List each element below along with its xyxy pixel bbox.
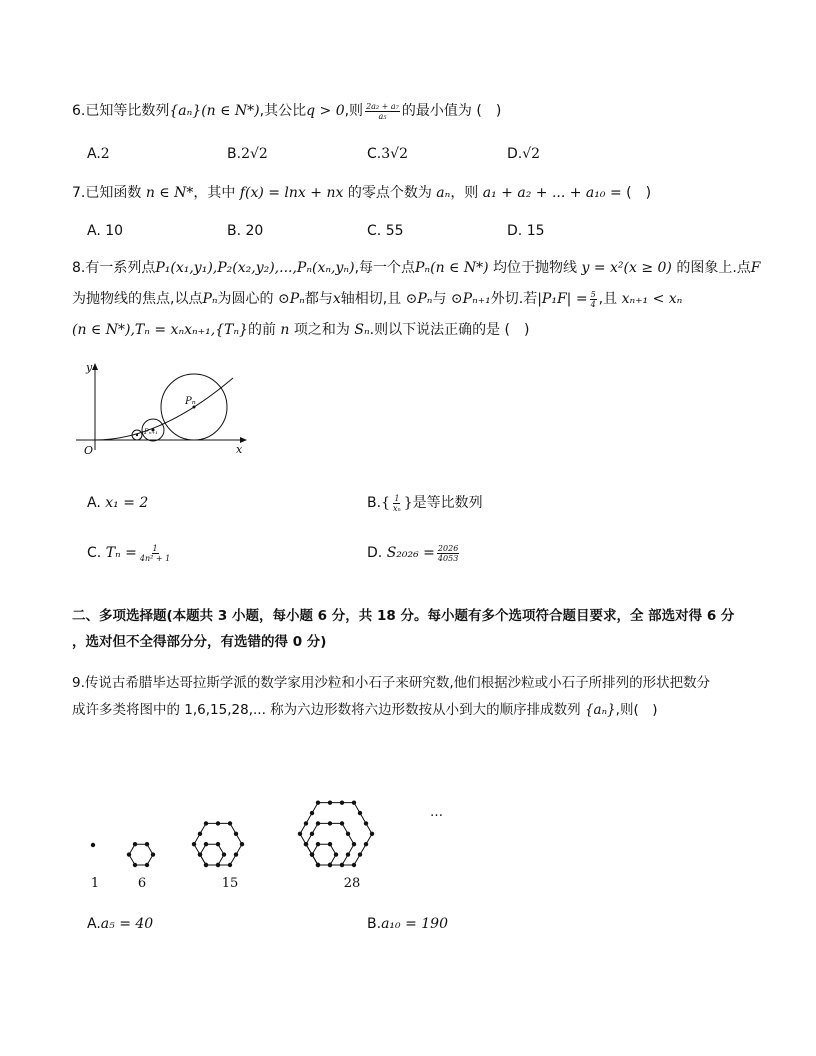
q6-text-d: 的最小值为 ( ): [401, 103, 502, 119]
q8-option-a-label: A.: [87, 495, 101, 511]
q8-stem-line2: [72, 289, 682, 309]
q6-option-c-label: C.: [367, 146, 382, 162]
q7-text-a: 7.已知函数: [72, 185, 142, 201]
q8-option-d-head: S₂₀₂₆ =: [386, 545, 435, 561]
q9-dot: [316, 821, 320, 825]
q9-dot: [222, 852, 226, 856]
q8-l2-pn: Pₙ: [202, 291, 218, 307]
q9-label-15: 15: [221, 876, 239, 891]
q6-option-a-value: 2: [100, 146, 110, 162]
q8-l2-a: 为抛物线的焦点,以点: [72, 291, 203, 307]
q8-option-a-value: x₁ = 2: [105, 495, 149, 511]
q6-option-a-label: A.: [87, 146, 101, 162]
q7-text-c: 的零点个数为: [347, 185, 432, 201]
q9-ellipsis: …: [430, 805, 443, 820]
q8-option-d-num: 2026: [437, 543, 459, 553]
q9-dot: [370, 832, 374, 836]
q8-l2-f: 外切.若: [490, 291, 538, 307]
q9-label-1: 1: [90, 876, 100, 891]
q7-function: f(x) = lnx + nx: [239, 185, 344, 201]
q9-dot: [133, 863, 137, 867]
q9-l2-seq: {aₙ}: [584, 702, 616, 718]
q9-dot: [304, 821, 308, 825]
q9-dot: [358, 852, 362, 856]
q8-option-c-fraction: [139, 544, 171, 563]
q6-option-b-label: B.: [227, 146, 242, 162]
q8-l2-e: 与: [432, 291, 447, 307]
q7-option-a[interactable]: [87, 221, 123, 241]
q9-dot: [216, 821, 220, 825]
q8-option-b-brace-open: {: [381, 495, 390, 511]
q6-option-d[interactable]: [507, 144, 540, 164]
q9-option-b-label: B.: [367, 916, 382, 932]
q8-l2-g: ,且: [598, 291, 618, 307]
q8-l2-circle3: ⊙Pₙ₊₁: [450, 291, 491, 307]
q8-l1-curve: y = x²(x ≥ 0): [581, 260, 672, 276]
q8-l3-sn: Sₙ: [354, 322, 370, 338]
q6-fraction: [365, 102, 400, 121]
q8-point-small: [136, 434, 138, 436]
q8-l2-x: x: [332, 291, 341, 307]
q9-dot: [340, 863, 344, 867]
q8-option-a[interactable]: [87, 493, 148, 513]
q9-dot: [192, 842, 196, 846]
q9-dot: [234, 852, 238, 856]
q9-dot: [316, 800, 320, 804]
q8-option-c[interactable]: [87, 543, 173, 563]
q8-label-y: y: [86, 361, 93, 374]
q9-dot: [364, 821, 368, 825]
q9-option-b[interactable]: [367, 914, 448, 934]
q9-dot: [228, 863, 232, 867]
q9-dot: [352, 842, 356, 846]
q7-option-b-value: 20: [245, 223, 264, 239]
q8-label-pn: Pₙ: [185, 396, 196, 407]
q9-dot: [198, 832, 202, 836]
q6-option-c-value: 3√2: [381, 146, 408, 162]
q8-l2-circle1: ⊙Pₙ: [278, 291, 305, 307]
q8-option-d[interactable]: [367, 543, 461, 563]
q8-l3-c: .则以下说法正确的是 ( ): [369, 322, 530, 338]
q9-dot: [204, 842, 208, 846]
q6-option-b[interactable]: [227, 144, 268, 164]
q8-l1-d: 的图象上.点: [676, 260, 751, 276]
q9-option-a-value: a₅ = 40: [100, 916, 154, 932]
q9-dot: [316, 863, 320, 867]
q9-dot: [328, 842, 332, 846]
q6-frac-num: 2a₂ + a₇: [366, 101, 399, 111]
q8-l2-fraction: [590, 290, 597, 309]
q9-dot: [310, 852, 314, 856]
q9-dot: [346, 832, 350, 836]
q9-dot: [127, 852, 131, 856]
q8-l1-b: ,每一个点: [354, 260, 416, 276]
q8-l2-frac-den: 4: [590, 299, 596, 309]
q9-dot: [298, 832, 302, 836]
q6-text-c: ,则: [344, 103, 364, 119]
q9-label-28: 28: [343, 876, 361, 891]
q9-dot: [328, 800, 332, 804]
q6-option-d-value: √2: [522, 146, 541, 162]
q7-condition: n ∈ N*: [145, 185, 194, 201]
q9-dot: [216, 842, 220, 846]
q6-text-a: 6.已知等比数列: [72, 103, 170, 119]
q6-option-b-value: 2√2: [241, 146, 268, 162]
q8-option-b-den: xₙ: [392, 503, 401, 513]
q6-stem: [72, 101, 501, 121]
q9-option-a-label: A.: [87, 916, 101, 932]
q6-option-c[interactable]: [367, 144, 408, 164]
q8-parabola-figure: [70, 360, 270, 460]
q8-l2-inequality: xₙ₊₁ < xₙ: [621, 291, 683, 307]
q9-dot: [204, 863, 208, 867]
q9-l2-a: 成许多类将图中的 1,6,15,28,... 称为六边形数将六边形数按从小到大的顺序排成数列: [72, 702, 581, 718]
q9-l2-b: ,则( ): [615, 702, 658, 718]
q8-l1-points: P₁(x₁,y₁),P₂(x₂,y₂),...,Pₙ(xₙ,yₙ): [155, 260, 355, 276]
q9-dot: [328, 821, 332, 825]
q9-dot: [328, 863, 332, 867]
q7-option-a-label: A.: [87, 223, 101, 239]
q8-option-b[interactable]: [367, 493, 483, 513]
q8-l2-d: 轴相切,且: [340, 291, 402, 307]
q7-an: aₙ: [436, 185, 451, 201]
q8-option-b-fraction: [392, 494, 402, 513]
q9-stem-line2: [72, 700, 657, 720]
q9-option-b-value: a₁₀ = 190: [381, 916, 448, 932]
q8-option-b-brace-close: }: [403, 495, 413, 511]
q9-stem-line1: 9.传说古希腊毕达哥拉斯学派的数学家用沙粒和小石子来研究数,他们根据沙粒或小石子所排列的形状把数分: [72, 675, 711, 691]
q6-text-b: ,其公比: [259, 103, 307, 119]
q9-hexagon-outline: [129, 844, 153, 865]
q9-hexagon-outline: [312, 844, 336, 865]
q8-l2-circle2: ⊙Pₙ: [405, 291, 433, 307]
q9-dot: [352, 800, 356, 804]
q9-dot: [151, 852, 155, 856]
q8-l1-pn: Pₙ(n ∈ N*): [415, 260, 489, 276]
q8-l3-b: 项之和为: [293, 322, 350, 338]
q9-dot: [358, 811, 362, 815]
q9-dot: [352, 863, 356, 867]
q7-option-d[interactable]: [507, 221, 545, 241]
q9-dot: [316, 842, 320, 846]
q8-l3-a: 的前: [247, 322, 276, 338]
q9-dot: [204, 821, 208, 825]
q9-dot: [240, 842, 244, 846]
q8-option-b-label: B.: [367, 495, 382, 511]
q8-option-c-label: C.: [87, 545, 102, 561]
section2-header-line1: 二、多项选择题(本题共 3 小题，每小题 6 分，共 18 分。每小题有多个选项符合题目要求，全 部选对得 6 分: [72, 608, 735, 624]
q7-text-b: ，其中: [193, 185, 236, 201]
q9-dot: [216, 863, 220, 867]
q8-label-pn1: Pₙ₊₁: [144, 428, 159, 436]
q8-option-c-head: Tₙ =: [105, 545, 137, 561]
q8-label-origin: O: [84, 444, 94, 457]
q9-dot: [304, 842, 308, 846]
section2-header-line2: ，选对但不全得部分分，有选错的得 0 分): [72, 634, 327, 650]
q8-option-d-label: D.: [367, 545, 383, 561]
q9-hexagonal-figure: [80, 740, 480, 890]
q8-option-b-tail: 是等比数列: [412, 495, 483, 511]
q7-option-a-value: 10: [105, 223, 124, 239]
q9-dot: [340, 800, 344, 804]
q8-l2-frac-num: 5: [590, 289, 596, 299]
q8-l1-c: 均位于抛物线: [493, 260, 578, 276]
q7-sum: a₁ + a₂ + ... + a₁₀: [482, 185, 606, 201]
q7-option-d-label: D.: [507, 223, 523, 239]
q9-dot: [198, 852, 202, 856]
q8-y-arrow: [92, 363, 98, 370]
q6-option-a[interactable]: [87, 144, 110, 164]
q8-l2-abs: |P₁F| =: [537, 291, 588, 307]
q6-sequence: {aₙ}(n ∈ N*): [169, 103, 260, 119]
q7-stem: [72, 183, 651, 203]
q7-option-b[interactable]: [227, 221, 263, 241]
q9-dot: [145, 863, 149, 867]
q9-dot: [346, 852, 350, 856]
q9-label-6: 6: [137, 876, 147, 891]
q8-l1-a: 8.有一系列点: [72, 260, 156, 276]
q9-dot: [310, 811, 314, 815]
q7-option-c[interactable]: [367, 221, 404, 241]
q8-l2-c: 都与: [304, 291, 333, 307]
q9-dot: [133, 842, 137, 846]
q6-option-d-label: D.: [507, 146, 523, 162]
q9-hexagon-outline: [200, 844, 224, 865]
q9-dot: [145, 842, 149, 846]
q8-stem-line3: [72, 320, 529, 340]
q8-l2-b: 为圆心的: [217, 291, 274, 307]
q9-dot: [91, 843, 95, 847]
q7-text-e: = ( ): [609, 185, 652, 201]
q8-option-d-den: 4053: [437, 553, 459, 563]
q7-option-c-value: 55: [385, 223, 404, 239]
q9-dot: [228, 821, 232, 825]
q7-option-d-value: 15: [526, 223, 545, 239]
q8-label-x: x: [236, 443, 243, 456]
q9-dot: [310, 832, 314, 836]
q9-dot: [334, 852, 338, 856]
q8-l1-f: F: [750, 260, 761, 276]
q9-dot: [234, 832, 238, 836]
q9-option-a[interactable]: [87, 914, 153, 934]
q8-option-d-fraction: [437, 544, 459, 563]
q6-condition: q > 0: [306, 103, 345, 119]
q7-text-d: ，则: [450, 185, 479, 201]
q8-stem-line1: [72, 258, 761, 278]
q8-option-c-den: 4n² + 1: [139, 553, 171, 563]
q8-l3-n: n: [280, 322, 290, 338]
q7-option-b-label: B.: [227, 223, 242, 239]
q7-option-c-label: C.: [367, 223, 382, 239]
q6-frac-den: a₅: [378, 111, 387, 121]
q9-dot: [340, 821, 344, 825]
q8-option-b-num: 1: [394, 493, 400, 503]
q9-dot: [364, 842, 368, 846]
q8-l3-cond: (n ∈ N*),Tₙ = xₙxₙ₊₁,{Tₙ}: [72, 322, 248, 338]
q8-option-c-num: 1: [152, 543, 158, 553]
